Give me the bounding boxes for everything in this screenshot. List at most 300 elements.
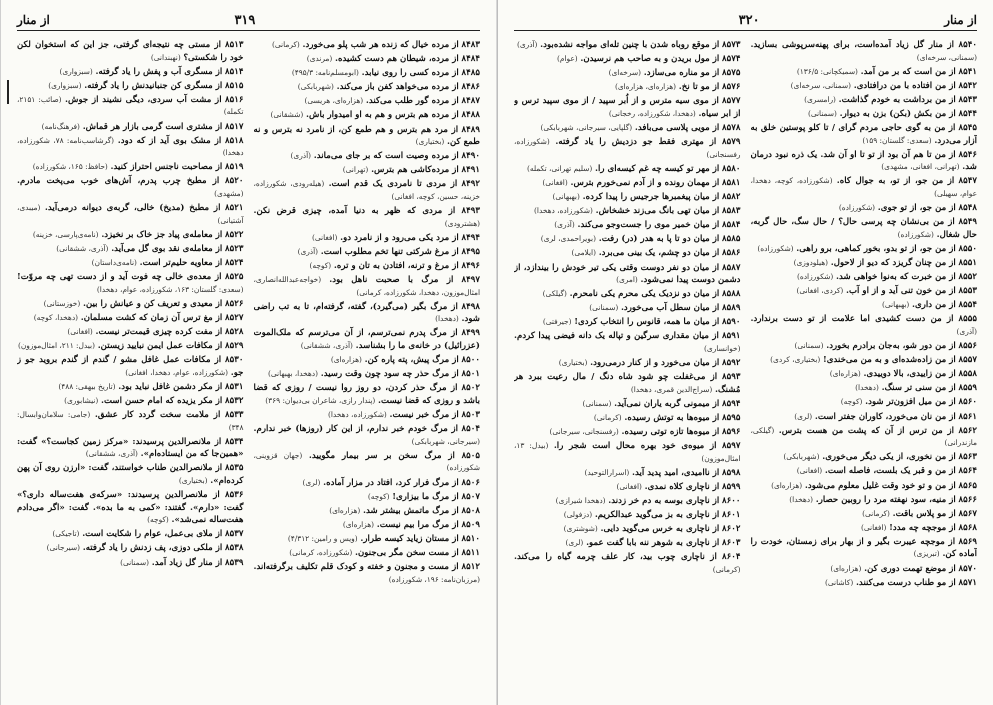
entry-text: از ناچاری چوب بید، کار علف چرمه گیاه را می‌کند. — [514, 552, 717, 563]
entry-source: (نیشابوری) — [64, 395, 99, 405]
entry-text: از مسگری کن جنبانیدنش را یاد گرفته. — [84, 80, 223, 91]
entry-number: ۸۵۲۳ — [225, 243, 244, 254]
entry-text: از مرگ فرار کرد، افتاد در مزار آماده. — [323, 477, 459, 488]
entry-source: (بیدل: ۲۱۱، امثال‌موزون) — [17, 341, 95, 351]
proverb-entry — [17, 312, 244, 325]
column-right — [254, 39, 481, 699]
entry-source: (هزاره‌ای) — [342, 519, 374, 529]
entry-source: (هزاره‌ای) — [771, 480, 803, 490]
entry-number: ۸۵۰۹ — [461, 519, 480, 530]
entry-text: از میان می‌خورد و از کنار درمی‌رود. — [590, 358, 720, 369]
proverb-entry — [751, 340, 978, 353]
proverb-entry — [751, 536, 978, 561]
entry-source: (دهخدا) — [435, 314, 459, 324]
entry-number: ۸۵۱۸ — [225, 135, 244, 146]
entry-text: از میان پیغمبرها جرجیس را پیدا کرده. — [582, 192, 720, 203]
entry-source: (تهرانی) — [342, 165, 369, 175]
entry-source: (آذری) — [297, 246, 319, 256]
entry-number: ۸۴۸۹ — [461, 124, 480, 135]
proverb-entry — [514, 330, 741, 355]
entry-number: ۸۵۱۴ — [225, 66, 244, 77]
entry-source: (لری) — [565, 538, 584, 548]
entry-number: ۸۵۱۲ — [461, 562, 480, 573]
entry-text: از من جو، از تو بدو، بخور کماهی، برو راهی. — [796, 243, 956, 254]
columns — [514, 39, 977, 699]
entry-source: (هزاره‌ای) — [830, 563, 862, 573]
entry-source: (افغانی) — [796, 466, 823, 476]
entry-text: از معامله‌ی پیاد جز خاک بر نخیزد. — [101, 229, 223, 240]
proverb-entry — [254, 519, 481, 532]
entry-source: (کرمانی) — [712, 565, 741, 575]
entry-number: ۸۴۸۵ — [461, 68, 480, 79]
entry-text: از من دور شو، به‌جان برادرم بخورد. — [826, 341, 956, 352]
entry-number: ۸۵۱۵ — [225, 80, 244, 91]
entry-number: ۸۵۴۲ — [958, 80, 977, 91]
entry-text: از من چنان گریزد که دیو از لاحول. — [830, 258, 956, 268]
entry-number: ۸۵۴۵ — [958, 123, 977, 134]
entry-number: ۸۶۰۳ — [722, 538, 741, 549]
proverb-entry — [514, 219, 741, 232]
proverb-entry — [254, 260, 481, 273]
entry-text: از مطبخ چرب پدرم، آش‌های خوب می‌پخت مادرم. — [17, 176, 220, 187]
entry-text: از من سنی تر سنگ. — [881, 383, 956, 394]
proverb-entry — [751, 285, 978, 298]
proverb-entry — [254, 150, 481, 163]
entry-source: (هشترودی) — [444, 218, 480, 228]
entry-text: از موجچه عیبرت بگیر و از بهار برای زمستان، خودت را آماده کن. — [750, 536, 977, 560]
entry-text: از من خبرت که به‌نوا خواهی شد. — [835, 272, 956, 283]
entry-source: (آذری) — [516, 40, 538, 49]
entry-text: از ناچاری به بز می‌گوید عبدالکریم. — [594, 510, 720, 521]
entry-text: از مرگ سخن بر سر بیمار مگویید. — [308, 450, 455, 461]
entry-text: از منار گل زیاد آمده‌است، برای پهنه‌سرپوشی بسازید. — [750, 40, 955, 50]
proverb-entry — [514, 302, 741, 315]
entry-number: ۸۵۶۰ — [958, 397, 977, 408]
proverb-entry — [17, 489, 244, 527]
proverb-entry — [254, 205, 481, 230]
proverb-entry — [17, 243, 244, 256]
proverb-entry — [514, 247, 741, 260]
entry-number: ۸۵۸۹ — [722, 303, 741, 314]
proverb-entry — [254, 178, 481, 203]
entry-number: ۸۵۳۵ — [225, 463, 244, 474]
entry-source: (افغانی) — [67, 326, 93, 336]
entry-text: از میوه‌ها به توتش رسیده. — [624, 413, 720, 424]
entry-number: ۸۵۵۳ — [958, 286, 977, 297]
entry-text: از موجچه چه مدد! — [889, 522, 956, 533]
proverb-entry — [514, 523, 741, 536]
proverb-entry — [17, 229, 244, 242]
proverb-entry — [254, 423, 481, 448]
entry-number: ۸۴۹۲ — [461, 179, 480, 190]
entry-source: (آذری) — [290, 151, 312, 161]
proverb-entry — [751, 354, 978, 367]
entry-number: ۸۵۸۴ — [722, 220, 741, 231]
proverb-entry — [514, 440, 741, 465]
entry-source: (خوانساری) — [704, 344, 741, 354]
entry-number: ۸۵۸۶ — [722, 248, 741, 259]
proverb-entry — [254, 109, 481, 122]
entry-text: از مو پلاس باقت. — [892, 508, 956, 519]
entry-text: از معامله‌ی نقد بوی گل می‌آید. — [111, 243, 223, 254]
entry-text: از مو طناب درست می‌کنند. — [855, 577, 956, 588]
proverb-entry — [514, 122, 741, 135]
entry-source: (آذری، ششقانی) — [300, 341, 353, 351]
proverb-entry — [17, 202, 244, 227]
entry-number: ۸۵۲۶ — [225, 298, 244, 309]
entry-source: (شکورزاده، رفسنجانی) — [514, 137, 741, 159]
proverb-entry — [751, 577, 978, 590]
proverb-entry — [751, 465, 978, 478]
entry-number: ۸۵۹۷ — [722, 441, 741, 452]
entry-text: از من بکش (بکن) بزن به دیوار. — [839, 108, 956, 119]
entry-text: از مشک بوی آید از که دود. — [117, 135, 222, 146]
entry-source: (شکورزاده) — [838, 203, 876, 213]
entry-text: از معیدی و تعریف کن و عیانش را بین. — [83, 298, 223, 309]
entry-text: از ناچاری به خرس می‌گوید دایی. — [600, 524, 720, 535]
entry-source: (نامه‌ی‌پارسی، خزینه) — [32, 229, 99, 239]
entry-source: (نامه‌ی‌داستان) — [91, 258, 137, 267]
proverb-entry — [514, 163, 741, 176]
entry-number: ۸۵۰۵ — [461, 450, 480, 461]
entry-number: ۸۵۶۵ — [958, 480, 977, 491]
proverb-entry — [514, 177, 741, 190]
entry-source: (خواجه‌عبدالله‌انصاری، امثال‌موزون، دهخدا، شکورزاده، کرمانی) — [253, 275, 480, 297]
entry-text: از موی سیه مترس و از اُبر سپید / از موی سپید ترس و از ابر سیاه. — [514, 96, 741, 119]
entry-text: از مرده می‌خواهد کفن باز می‌کند. — [336, 82, 459, 93]
entry-source: (ششقانی) — [270, 110, 304, 120]
entry-source: (شکورزاده، کوچه، دهخدا، عوام، سهیلی) — [750, 176, 977, 199]
entry-text: از مرد هم بترس و هم طمع کن، از نامرد نه بترس و نه طمع کن. — [253, 124, 480, 148]
proverb-entry — [751, 368, 978, 381]
entry-source: (سعدی: گلستان: ۱۶۳، شکورزاده، عوام، دهخدا) — [96, 284, 244, 294]
entry-text: از میوه‌ها تازه توتی رسیده. — [621, 427, 720, 438]
entry-source: (سرخه‌ای) — [608, 68, 641, 78]
entry-source: (کرمانی) — [593, 413, 622, 423]
entry-text: از ناچاری کلاه نمدی. — [644, 482, 720, 492]
entry-source: (گیلکی، مازندرانی) — [750, 425, 977, 448]
entry-number: ۸۵۶۲ — [958, 425, 977, 436]
entry-source: (هزاره‌ای، هریسی) — [304, 96, 364, 106]
entry-number: ۸۵۷۰ — [958, 563, 977, 574]
entry-source: (سیرجانی، شهربابکی) — [411, 436, 480, 446]
entry-number: ۸۵۰۳ — [461, 410, 480, 421]
entry-text: از ناامیدی، امید پدید آید. — [632, 467, 720, 478]
entry-text: از میان مقداری سرگین و تپاله یک دانه فیضی پیدا کردم. — [514, 331, 719, 342]
entry-number: ۸۵۶۸ — [958, 522, 977, 533]
entry-text: از مهر تو کیسه چه غم کیسه‌ای را. — [594, 163, 720, 174]
entry-source: (ایلامی) — [571, 248, 596, 258]
page-number: ۳۱۹ — [234, 12, 256, 28]
entry-source: (بختیاری) — [558, 358, 588, 368]
entry-text: از موقع روباه شدن با چنین تله‌ای مواجه نشده‌بود. — [540, 40, 720, 50]
entry-text: از من نخوری، از یکی دیگر می‌خوری. — [822, 452, 956, 463]
entry-number: ۸۵۱۷ — [225, 121, 244, 132]
entry-text: از میان خمیر موی را جست‌وجو می‌کند. — [577, 220, 720, 231]
entry-text: از مست و مجنون و خفته و کودک قلم تکلیف برگرفته‌اند. — [253, 562, 459, 573]
entry-source: (دهخدا) — [855, 383, 879, 393]
entry-source: (اسرارالتوحید) — [584, 467, 630, 477]
entry-number: ۸۴۹۱ — [461, 165, 480, 176]
entry-number: ۸۵۰۸ — [461, 505, 480, 516]
entry-number: ۸۵۶۱ — [958, 411, 977, 422]
entry-number: ۸۵۵۸ — [958, 369, 977, 380]
entry-source: (دهخدا شیرازی) — [555, 496, 606, 506]
entry-number: ۸۵۸۵ — [722, 234, 741, 245]
proverb-entry — [17, 39, 244, 64]
page-left — [1, 0, 497, 705]
entry-source: (تاجیکی) — [52, 529, 80, 539]
entry-number: ۸۴۹۹ — [461, 328, 480, 339]
entry-number: ۸۴۸۶ — [461, 82, 480, 93]
entry-number: ۸۶۰۱ — [722, 510, 741, 521]
entry-text: از می‌غفلت چو شود شاه دنگ / مال رعیت ببرد هر مُشنگ. — [514, 372, 741, 395]
entry-number: ۸۵۲۲ — [225, 229, 244, 240]
entry-source: (سمنانی) — [794, 341, 824, 351]
entry-text: از مکر دشمن غافل نباید بود. — [118, 381, 223, 392]
proverb-entry — [514, 136, 741, 161]
entry-text: از مردی تا نامردی یک قدم است. — [328, 179, 458, 190]
entry-source: (دهخدا، بهبهانی) — [268, 369, 318, 379]
entry-text: از من جو، از تو جوی. — [877, 203, 956, 214]
proverb-entry — [254, 368, 481, 381]
proverb-entry — [751, 508, 978, 521]
entry-number: ۸۵۴۸ — [958, 203, 977, 214]
proverb-entry — [17, 542, 244, 555]
proverb-entry — [751, 396, 978, 409]
entry-text: از مرگ بگیر (می‌گیرد)، گفته، گرفته‌ام، تا به تب راضی شود. — [253, 301, 480, 325]
proverb-entry — [751, 66, 978, 79]
proverb-entry — [751, 563, 978, 576]
entry-text: از معده‌ی خالی چه فوت آید و از دست تهی چه مروّت! — [17, 272, 222, 283]
entry-number: ۸۵۶۹ — [958, 536, 977, 547]
entry-source: (سبزواری) — [48, 80, 82, 90]
entry-source: (افغانی) — [542, 177, 568, 187]
entry-source: (بهبهانی) — [552, 192, 580, 202]
entry-number: ۸۵۸۳ — [722, 206, 741, 217]
entry-text: از مول بریدن و به صاحب هم نرسیدن. — [580, 54, 720, 65]
entry-number: ۸۴۹۵ — [461, 246, 480, 257]
proverb-entry — [514, 537, 741, 550]
proverb-entry — [751, 299, 978, 312]
entry-text: از من ترس از آن که پشت من هست بترس. — [778, 425, 955, 436]
entry-number: ۸۵۴۳ — [958, 94, 977, 105]
entry-number: ۸۴۹۴ — [461, 232, 480, 243]
proverb-entry — [514, 288, 741, 301]
entry-source: (سمنانی) — [589, 303, 619, 313]
proverb-entry — [254, 164, 481, 177]
entry-source: (هیلودوزی) — [793, 258, 829, 267]
entry-number: ۸۵۴۴ — [958, 108, 977, 119]
entry-number: ۸۵۰۱ — [461, 369, 480, 380]
entry-number: ۸۵۱۱ — [461, 547, 480, 558]
proverb-entry — [514, 191, 741, 204]
columns — [17, 39, 480, 699]
proverb-entry — [17, 161, 244, 174]
entry-source: (جامی: سلامان‌وابسال: ۳۴۸) — [17, 410, 244, 432]
entry-number: ۸۵۸۸ — [722, 289, 741, 300]
entry-text: از مرده کسی را روی نیابد. — [361, 68, 459, 79]
proverb-entry — [751, 216, 978, 241]
proverb-entry — [254, 561, 481, 586]
entry-source: (شوشتری) — [563, 524, 598, 534]
entry-number: ۸۵۷۸ — [722, 123, 741, 134]
entry-number: ۸۵۰۷ — [461, 491, 480, 502]
entry-text: از من افتاده با من درافتادی. — [853, 80, 956, 91]
entry-source: (شکورزاده) — [797, 272, 834, 282]
proverb-entry — [17, 395, 244, 408]
entry-number: ۸۵۵۶ — [958, 341, 977, 352]
entry-number: ۸۴۹۸ — [461, 301, 480, 312]
proverb-entry — [254, 491, 481, 504]
entry-text: از مستی چه نتیجه‌ای گرفتی، جز این که استخوان لکن خود را شکستی؟ — [17, 40, 244, 63]
proverb-entry — [17, 66, 244, 79]
proverb-entry — [17, 80, 244, 93]
entry-source: (گرشاسب‌نامه: ۷۸، شکورزاده، دهخدا) — [17, 135, 244, 158]
entry-source: (هزاره‌ای) — [329, 505, 361, 515]
entry-source: (سمیکچانی: ۱۳۶/۵) — [796, 66, 858, 76]
entry-source: (آذری، ششقانی) — [85, 449, 138, 459]
entry-number: ۸۵۲۹ — [225, 341, 244, 352]
entry-text: از مهمان رونده و از آدم نمی‌خورم بترس. — [570, 177, 720, 188]
entry-source: (لری) — [302, 477, 321, 487]
entry-text: از مرغ و ترنه، افتادن به تان و تره. — [333, 261, 459, 271]
entry-text: از موضع تهمت دوری کن. — [864, 563, 956, 574]
proverb-entry — [17, 381, 244, 394]
entry-text: از مرگ پیش، پته پاره کن. — [364, 355, 459, 366]
proverb-entry — [751, 80, 978, 93]
entry-source: (کاشانی) — [825, 577, 854, 587]
proverb-entry — [17, 175, 244, 200]
entry-source: (کرمانی) — [272, 40, 300, 49]
entry-number: ۸۵۹۳ — [722, 372, 741, 383]
entry-text: از مسگری آب و پفش را یاد گرفته. — [95, 66, 223, 77]
entry-source: (سمنانی) — [582, 398, 612, 408]
entry-text: از مرغ شرکتی تنها تخم مطلوب است. — [320, 246, 459, 257]
proverb-entry — [514, 509, 741, 522]
entry-number: ۸۵۹۵ — [722, 413, 741, 424]
entry-text: از ملانصرالدین پرسیدند: «مرکز زمین کجاست؟» گفت: «همین‌جا که من ایستاده‌ام». — [17, 436, 244, 460]
entry-source: (سمنانی) — [120, 557, 149, 567]
entry-number: ۸۵۸۱ — [722, 177, 741, 188]
entry-number: ۸۵۰۴ — [461, 424, 480, 435]
entry-source: (تاریخ بیهقی: ۴۸۸) — [58, 381, 116, 391]
entry-source: (هیله‌رودی، شکورزاده، خزینه، حسین، کوچه، افغانی) — [253, 179, 480, 202]
entry-text: از میوه‌ی خود بهره محال است شجر را. — [553, 441, 717, 452]
entry-number: ۸۵۴۱ — [958, 66, 977, 77]
proverb-entry — [17, 340, 244, 353]
entry-number: ۸۴۸۷ — [461, 96, 480, 107]
proverb-entry — [514, 398, 741, 411]
proverb-entry — [751, 480, 978, 493]
entry-text: از ناچاری بوسه به دم خر زدند. — [608, 496, 720, 507]
page-header — [17, 10, 480, 31]
entry-source: (سلیم تهرانی، تکمله) — [526, 163, 593, 173]
entry-source: (کوچه) — [367, 491, 390, 501]
entry-number: ۸۵۵۴ — [958, 300, 977, 311]
entry-number: ۸۵۳۷ — [225, 529, 244, 540]
entry-number: ۸۵۵۰ — [958, 243, 977, 254]
entry-number: ۸۵۳۲ — [225, 395, 244, 406]
entry-number: ۸۵۰۲ — [461, 383, 480, 394]
entry-text: از منیه، سود نهفته مرد را روبین حصار. — [815, 494, 956, 505]
proverb-entry — [751, 522, 978, 535]
proverb-entry — [17, 326, 244, 339]
proverb-entry — [17, 121, 244, 134]
page-header — [514, 10, 977, 31]
proverb-entry — [254, 246, 481, 259]
entry-source: (لری) — [794, 411, 813, 421]
entry-source: (شکورزاده، عوام، دهخدا، افغانی) — [125, 367, 229, 377]
entry-number: ۸۵۳۶ — [225, 490, 244, 501]
proverb-entry — [751, 271, 978, 284]
entry-number: ۸۵۲۸ — [225, 326, 244, 337]
entry-text: از ملانصرالدین طناب خواستند، گفت: «ارزن روی آن پهن کرده‌ام». — [17, 463, 244, 486]
entry-source: (افغانی) — [311, 232, 338, 242]
column-left — [17, 39, 244, 699]
entry-source: (بختیاری، کردی) — [770, 355, 821, 365]
entry-text: از میان دو نزدیک یکی محرم یکی نامحرم. — [569, 289, 720, 300]
entry-source: (شکورزاده) — [897, 229, 934, 239]
entry-source: (شکورزاده) — [757, 243, 794, 253]
column-right — [751, 39, 978, 699]
entry-number: ۸۵۳۸ — [225, 543, 244, 554]
entry-text: از ملانصرالدین پرسیدند: «سرکه‌ی هفت‌ساله داری؟» گفت: «دارم». گفتند: «کمی به ما بده». گفت: «اگر می‌دادم هفت‌ساله نمی‌شد». — [17, 490, 244, 526]
entry-text: از مرگ خودم خبر ندارم، از این کار (روزها) خبر ندارم. — [253, 424, 459, 435]
entry-number: ۸۵۶۶ — [958, 494, 977, 505]
entry-number: ۸۵۵۷ — [958, 355, 977, 366]
proverb-entry — [751, 425, 978, 450]
entry-text: از من برداشت به خودم گذاشت. — [838, 94, 956, 105]
entry-number: ۸۶۰۰ — [722, 496, 741, 507]
proverb-entry — [514, 39, 741, 52]
proverb-entry — [751, 451, 978, 464]
entry-text: از مرد یکی می‌رود و از نامرد دو. — [340, 232, 459, 243]
entry-text: از مرگ مرا بیم نیست. — [376, 519, 459, 530]
entry-text: از مکافات عمل ایمن نبایید زیستن. — [97, 341, 223, 352]
proverb-entry — [514, 426, 741, 439]
entry-source: (شهربابکی) — [783, 452, 820, 462]
entry-source: (شکورزاده، دهخدا) — [534, 206, 593, 216]
proverb-entry — [514, 233, 741, 246]
entry-source: (کردی، افغانی) — [796, 286, 844, 296]
entry-number: ۸۵۳۴ — [225, 436, 244, 447]
proverb-entry — [254, 124, 481, 149]
proverb-entry — [751, 94, 978, 107]
entry-number: ۸۵۸۰ — [722, 163, 741, 174]
entry-source: (تهرانی، افغانی، مشهدی) — [881, 162, 960, 172]
entry-source: (فرهنگ‌نامه) — [41, 121, 80, 131]
entry-source: (دهخدا، کوچه) — [33, 312, 78, 322]
entry-number: ۸۵۶۳ — [958, 452, 977, 463]
proverb-entry — [514, 67, 741, 80]
entry-source: (افغانی) — [616, 482, 642, 491]
entry-source: (شکورزاده، کرمانی) — [289, 547, 353, 557]
proverb-entry — [254, 505, 481, 518]
entry-text: از مرگ با صحبت ناهل بود. — [329, 275, 454, 286]
entry-source: (آذری، ششقانی) — [56, 243, 109, 253]
proverb-entry — [254, 274, 481, 299]
entry-source: (سبزواری) — [59, 66, 93, 76]
entry-source: (هزاره‌ای، هزاره‌ای) — [614, 82, 677, 92]
entry-text: از مرگ حذر کردن، دو روز روا نیست / روزی که قضا باشد و روزی که قضا نیست. — [253, 383, 480, 406]
entry-number: ۸۵۲۵ — [225, 272, 244, 283]
entry-number: ۸۵۵۹ — [958, 383, 977, 394]
entry-text: از من جو، از تو، به جوال کاه. — [836, 176, 955, 187]
entry-text: از مرده، شیطان هم دست کشیده. — [335, 54, 459, 65]
entry-source: (دهخدا) — [789, 494, 813, 504]
entry-number: ۸۵۸۲ — [722, 192, 741, 203]
